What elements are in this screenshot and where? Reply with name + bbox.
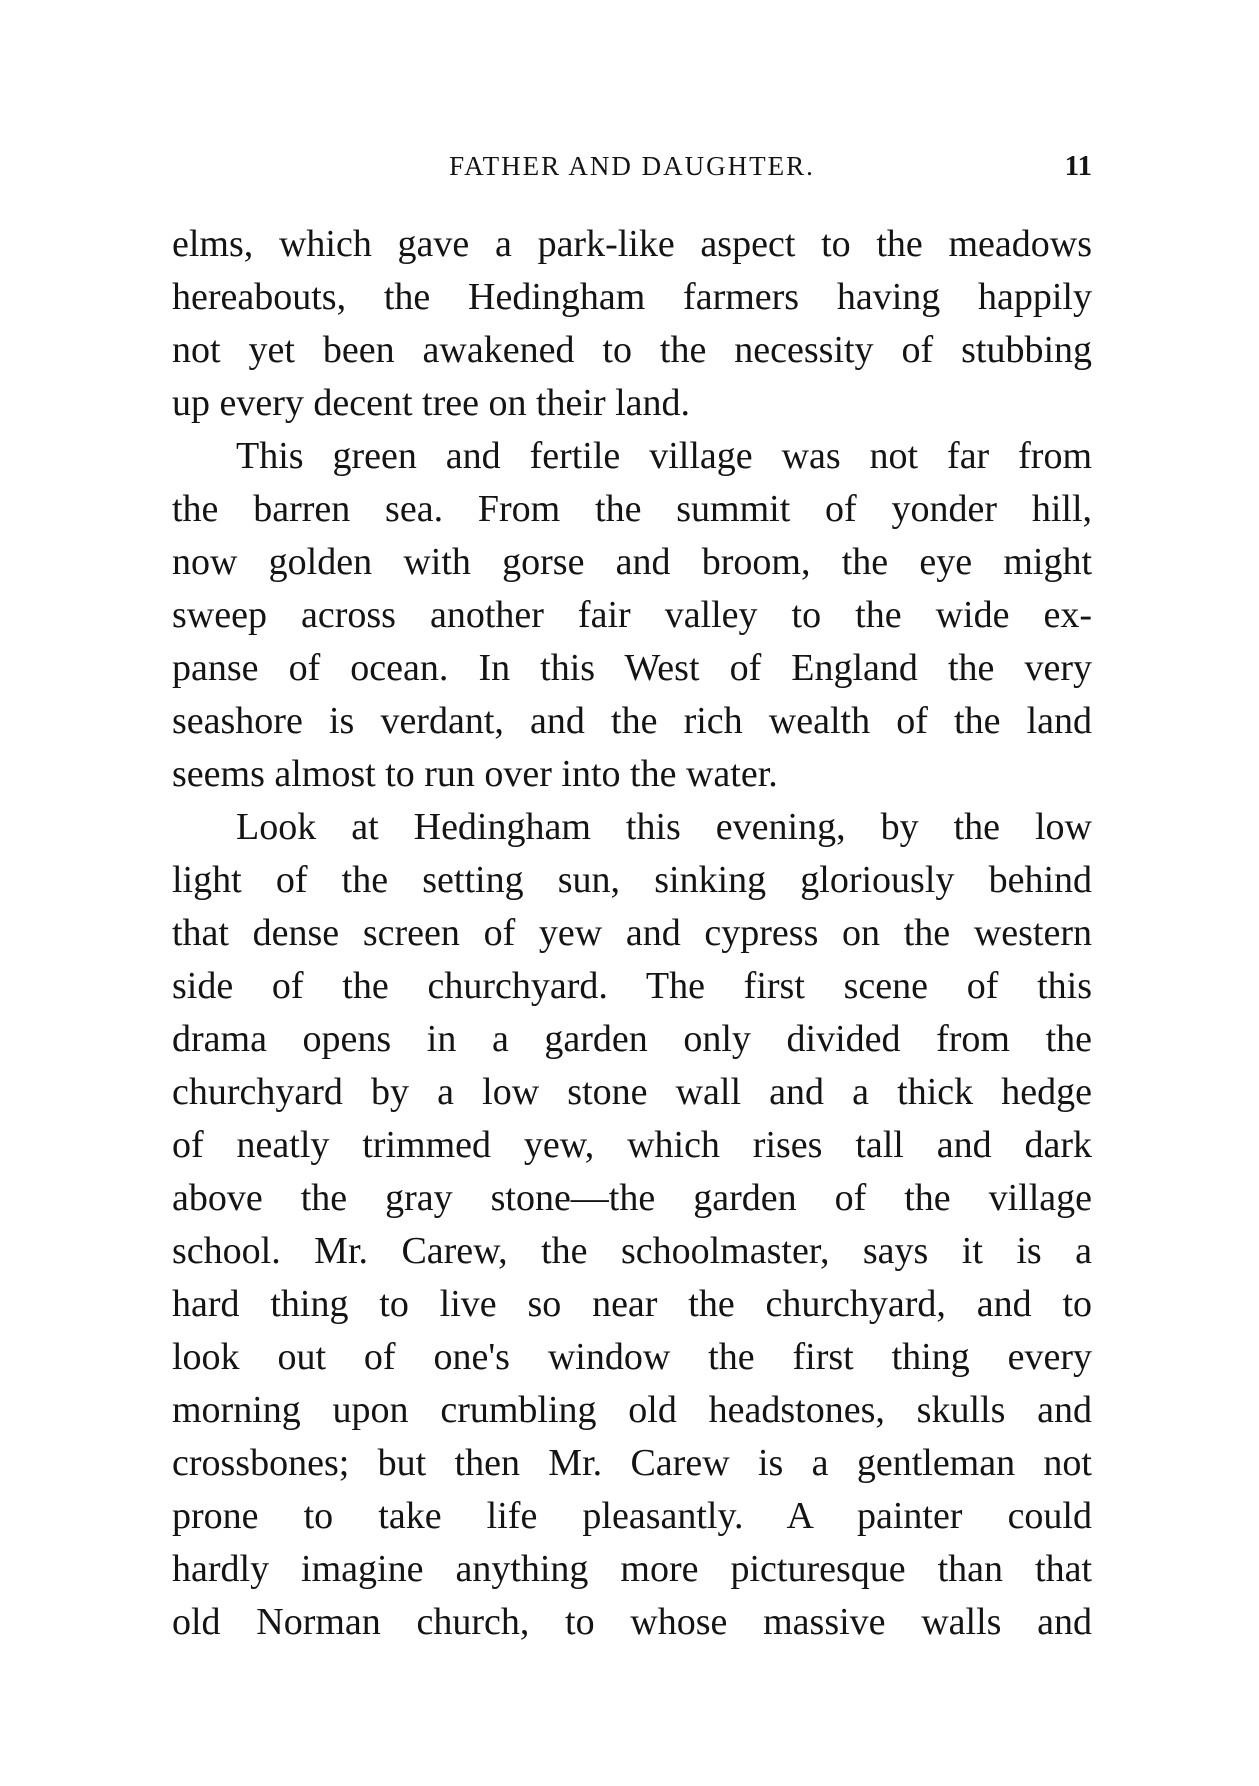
text-line: school. Mr. Carew, the schoolmaster, says it is a — [172, 1230, 1092, 1272]
text-line: above the gray stone—the garden of the village — [172, 1177, 1092, 1219]
text-line: look out of one's window the first thing every — [172, 1336, 1092, 1378]
text-line: This green and fertile village was not far from — [236, 435, 1092, 477]
text-line: elms, which gave a park-like aspect to the meadows — [172, 223, 1092, 265]
text-line: light of the setting sun, sinking gloriously behind — [172, 859, 1092, 901]
text-line: panse of ocean. In this West of England the very — [172, 647, 1092, 689]
text-line: up every decent tree on their land. — [172, 382, 691, 424]
text-line: that dense screen of yew and cypress on the western — [172, 912, 1092, 954]
running-header — [172, 148, 1092, 184]
body-text — [172, 218, 1092, 1649]
text-line: hereabouts, the Hedingham farmers having happily — [172, 276, 1092, 318]
text-line: prone to take life pleasantly. A painter could — [172, 1495, 1092, 1537]
text-line: churchyard by a low stone wall and a thick hedge — [172, 1071, 1092, 1113]
text-line: crossbones; but then Mr. Carew is a gentleman not — [172, 1442, 1092, 1484]
text-line: side of the churchyard. The first scene of this — [172, 965, 1092, 1007]
text-line: old Norman church, to whose massive walls and — [172, 1601, 1092, 1643]
text-line: hardly imagine anything more picturesque than that — [172, 1548, 1092, 1590]
text-line: Look at Hedingham this evening, by the low — [236, 806, 1092, 848]
text-line: seems almost to run over into the water. — [172, 753, 778, 795]
text-line: now golden with gorse and broom, the eye might — [172, 541, 1092, 583]
page-number: 11 — [1064, 150, 1092, 182]
text-line: morning upon crumbling old headstones, skulls and — [172, 1389, 1092, 1431]
text-line: sweep across another fair valley to the wide ex- — [172, 594, 1092, 636]
text-line: hard thing to live so near the churchyard, and to — [172, 1283, 1092, 1325]
text-line: not yet been awakened to the necessity of stubbing — [172, 329, 1092, 371]
running-title: FATHER AND DAUGHTER. — [449, 151, 815, 181]
text-line: drama opens in a garden only divided from the — [172, 1018, 1092, 1060]
text-line: seashore is verdant, and the rich wealth of the land — [172, 700, 1092, 742]
text-line: the barren sea. From the summit of yonder hill, — [172, 488, 1092, 530]
text-line: of neatly trimmed yew, which rises tall and dark — [172, 1124, 1092, 1166]
